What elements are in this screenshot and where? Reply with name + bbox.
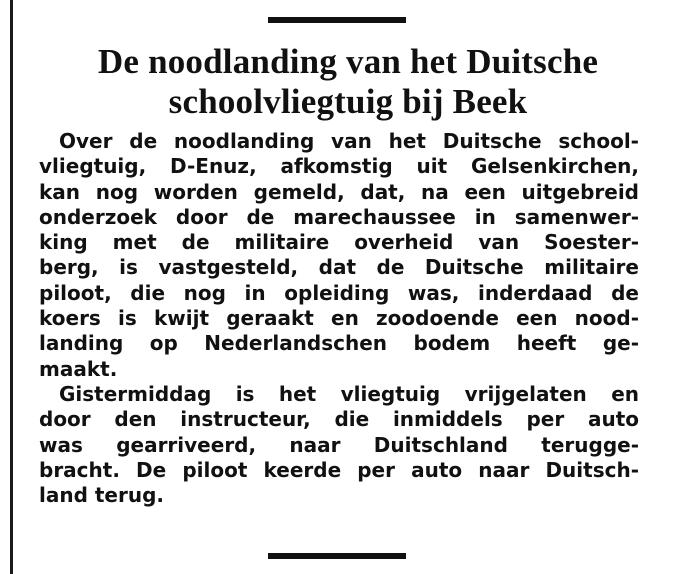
text-line: door den instructeur, die inmiddels per auto xyxy=(39,407,639,432)
text-line: Gistermiddag is het vliegtuig vrijgelaten en xyxy=(59,381,639,406)
text-line: koers is kwijt geraakt en zoodoende een nood- xyxy=(39,306,639,331)
text-line: piloot, die nog in opleiding was, inderdaad de xyxy=(39,280,639,305)
article-headline xyxy=(28,42,668,122)
text-line: was gearriveerd, naar Duitschland terugge- xyxy=(39,432,639,457)
text-line: land terug. xyxy=(39,483,165,508)
headline-line: schoolvliegtuig bij Beek xyxy=(168,82,528,121)
paragraph-1 xyxy=(39,129,639,382)
headline-line: De noodlanding van het Duitsche xyxy=(97,42,599,81)
paragraph-2 xyxy=(39,382,639,508)
text-line: Over de noodlanding van het Duitsche school- xyxy=(59,129,639,153)
text-line: onderzoek door de marechaussee in samenwer- xyxy=(39,204,639,229)
top-divider-rule xyxy=(268,17,406,23)
column-border xyxy=(10,0,13,574)
text-line: vliegtuig, D-Enuz, afkomstig uit Gelsenkirchen, xyxy=(39,154,639,179)
bottom-divider-rule xyxy=(268,553,406,559)
text-line: bracht. De piloot keerde per auto naar Duitsch- xyxy=(39,457,639,482)
text-line: berg, is vastgesteld, dat de Duitsche militaire xyxy=(39,255,639,280)
article-body xyxy=(39,129,639,508)
text-line: king met de militaire overheid van Soester- xyxy=(39,230,639,255)
text-line: maakt. xyxy=(39,356,118,381)
text-line: kan nog worden gemeld, dat, na een uitgebreid xyxy=(39,179,639,204)
text-line: landing op Nederlandschen bodem heeft ge- xyxy=(39,331,639,356)
